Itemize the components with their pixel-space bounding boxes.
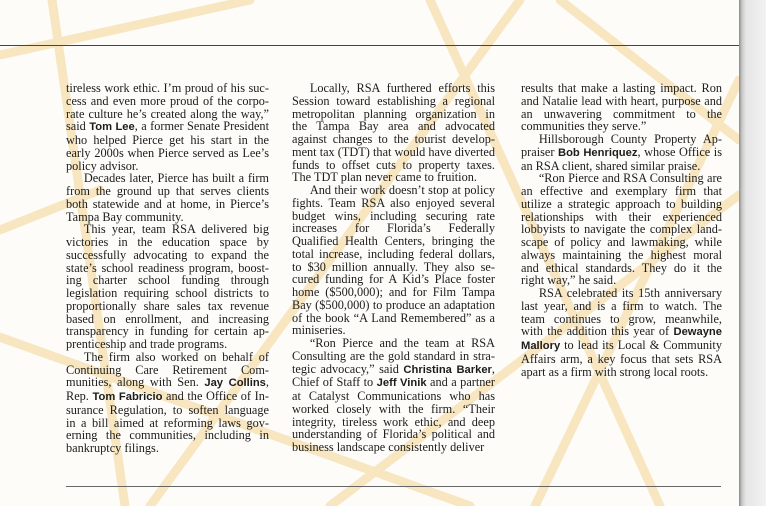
person-name: Christina Barker: [403, 363, 492, 376]
article-column-3: [521, 82, 722, 378]
page-spine-shadow: [739, 0, 766, 506]
person-name: Jay Collins: [204, 377, 266, 390]
paragraph: Locally, RSA furthered efforts this Session toward establishing a regional metropolitan planning organization in the Tampa Bay area and advocated against changes to the tourist development tax (TDT) that would have diverted funds to offset cuts to property taxes. The TDT plan never came to fruition.: [292, 81, 495, 185]
paragraph: “Ron Pierce and the team at RSA Consulting are the gold standard in strategic advocacy,” said Christina Barker, Chief of Staff to Jeff Vinik and a partner at Catalyst Communications who has worked closely with the firm. “Their integrity, tireless work ethic, and deep understanding of Florida’s political and business landscape consistently deliver: [292, 336, 495, 454]
paragraph: This year, team RSA delivered big victories in the education space by successfully advocating to expand the state’s school readiness program, boosting charter school funding through legislation requiring school districts to proportionally share sales tax revenue based on enrollment, and increasing transparency in funding for certain apprenticeship and trade programs.: [66, 222, 269, 351]
paragraph: Hillsborough County Property Appraiser Bob Henriquez, whose Office is an RSA client, shared similar praise.: [521, 132, 722, 173]
header-rule: [0, 45, 739, 46]
person-name: Dewayne Mallory: [521, 326, 722, 352]
footer-rule: [66, 486, 721, 487]
person-name: Tom Fabricio: [92, 391, 163, 403]
article-column-2: [292, 82, 495, 454]
person-name: Jeff Vinik: [376, 377, 427, 390]
paragraph: “Ron Pierce and RSA Consulting are an effective and exemplary firm that utilize a strategic approach to building relationships with their experienced lobbyists to navigate the complex landscape of policy and lawmaking, while always maintaining the highest moral and ethical standards. They do it the right way,” he said.: [521, 171, 722, 288]
paragraph: results that make a lasting impact. Ron and Natalie lead with heart, purpose and an unwavering commitment to the communities they serve.”: [521, 81, 722, 134]
paragraph: The firm also worked on behalf of Continuing Care Retirement Communities, along with Sen. Jay Collins, Rep. Tom Fabricio and the Office of Insurance Regulation, to soften language in a bill aimed at reforming laws governing the communities, including in bankruptcy filings.: [66, 349, 269, 455]
article-column-1: [66, 82, 269, 455]
paragraph: Decades later, Pierce has built a firm from the ground up that serves clients both statewide and at home, in Pierce’s Tampa Bay community.: [66, 171, 269, 224]
deco-line-8: [0, 0, 250, 55]
person-name: Bob Henriquez: [558, 146, 638, 159]
person-name: Tom Lee: [89, 121, 135, 134]
paragraph: tireless work ethic. I’m proud of his success and even more proud of the corporate culture he’s created along the way,” said Tom Lee, a former Senate President who helped Pierce get his start in the early 2000s when Pierce served as Lee’s policy advisor.: [66, 81, 269, 173]
paragraph: And their work doesn’t stop at policy fights. Team RSA also enjoyed several budget wins, including securing rate increases for Florida’s Federally Qualified Health Centers, bringing the total increase, including federal dollars, to $30 million annually. They also secured funding for A Kid’s Place foster home ($500,000); and for Film Tampa Bay ($500,000) to produce an adaptation of the book “A Land Remembered” as a miniseries.: [292, 183, 495, 338]
paragraph: RSA celebrated its 15th anniversary last year, and is a firm to watch. The team continues to grow, meanwhile, with the addition this year of Dewayne Mallory to lead its Local & Community Affairs arm, a key focus that sets RSA apart as a firm with strong local roots.: [521, 286, 722, 379]
